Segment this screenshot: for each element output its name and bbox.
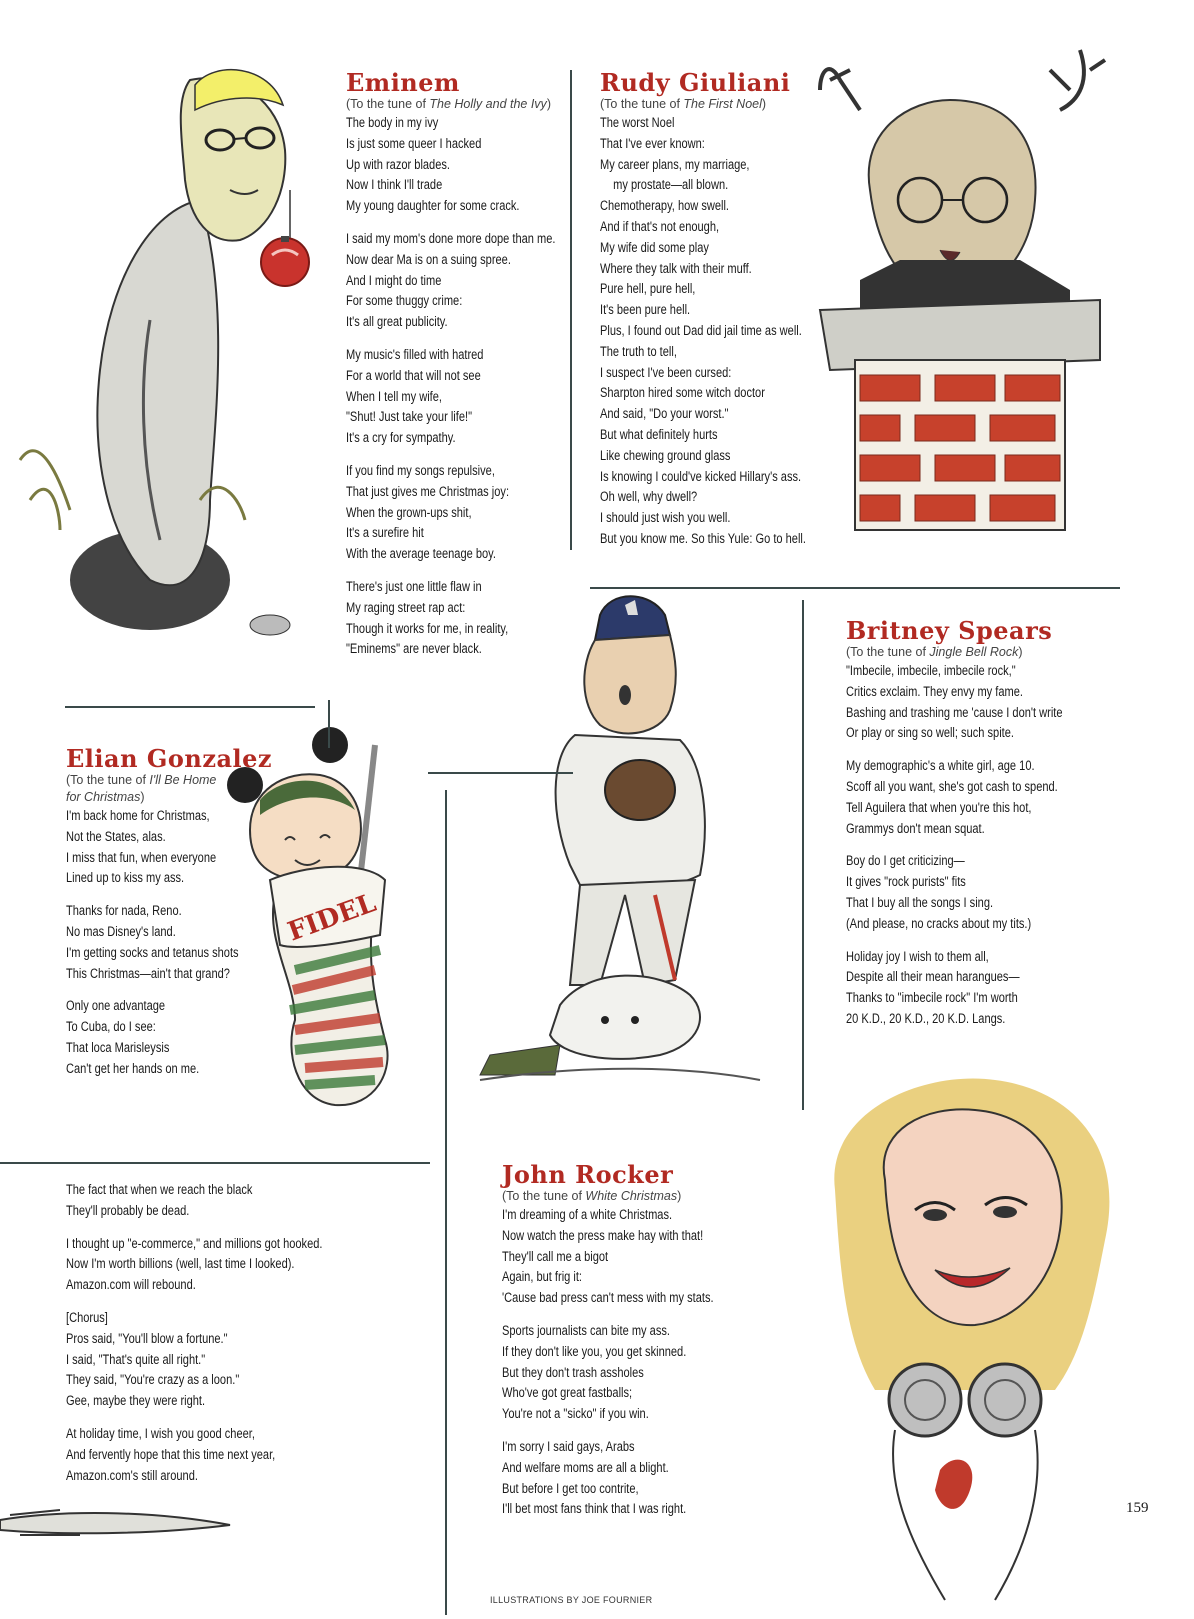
- stanza: [502, 1437, 782, 1520]
- bezos-section: [66, 1180, 416, 1486]
- lyric-line: If you find my songs repulsive,: [346, 462, 495, 478]
- bezos-lyrics: [66, 1180, 416, 1486]
- lyric-line: Critics exclaim. They envy my fame.: [846, 683, 1023, 699]
- lyric-line: They'll call me a bigot: [502, 1248, 609, 1264]
- lyric-line: Plus, I found out Dad did jail time as well.: [600, 322, 802, 338]
- lyric-line: I'm dreaming of a white Christmas.: [502, 1207, 673, 1222]
- giuliani-title: Rudy Giuliani: [600, 68, 791, 97]
- elian-title: Elian Gonzalez: [66, 744, 273, 773]
- lyric-line: Grammys don't mean squat.: [846, 820, 985, 836]
- britney-lyrics: [846, 661, 1126, 1030]
- lyric-line: It's all great publicity.: [346, 314, 448, 330]
- elian-lyrics: [66, 806, 266, 1080]
- lyric-line: Amazon.com will rebound.: [66, 1277, 196, 1293]
- lyric-line: (And please, no cracks about my tits.): [846, 915, 1032, 931]
- giuliani-lyrics: [600, 113, 850, 550]
- stanza: [846, 947, 1126, 1030]
- rocker-illustration: [460, 585, 780, 1095]
- lyric-line: I'm back home for Christmas,: [66, 808, 210, 823]
- lyric-line: Despite all their mean harangues—: [846, 969, 1020, 985]
- lyric-line: Is just some queer I hacked: [346, 135, 482, 151]
- lyric-line: I'm getting socks and tetanus shots: [66, 944, 239, 960]
- lyric-line: But you know me. So this Yule: Go to hell.: [600, 530, 806, 546]
- page-number: 159: [1126, 1500, 1149, 1516]
- lyric-line: "Shut! Just take your life!": [346, 409, 472, 425]
- lyric-line: Again, but frig it:: [502, 1269, 583, 1285]
- lyric-line: Thanks for nada, Reno.: [66, 903, 182, 919]
- divider-rule: [328, 700, 330, 748]
- stanza: [502, 1321, 782, 1425]
- lyric-line: To Cuba, do I see:: [66, 1019, 156, 1035]
- stanza: [346, 577, 576, 660]
- lyric-line: It's a cry for sympathy.: [346, 430, 456, 446]
- elian-section: [66, 744, 273, 1080]
- lyric-line: Though it works for me, in reality,: [346, 620, 509, 636]
- lyric-line: Or play or sing so well; such spite.: [846, 725, 1014, 741]
- lyric-line: For some thuggy crime:: [346, 293, 463, 309]
- lyric-line: This Christmas—ain't that grand?: [66, 965, 230, 981]
- lyric-line: Thanks to "imbecile rock" I'm worth: [846, 990, 1018, 1006]
- divider-rule: [0, 1162, 430, 1164]
- britney-illustration: [805, 1070, 1135, 1610]
- lyric-line: And if that's not enough,: [600, 218, 720, 234]
- stanza: [846, 851, 1126, 934]
- lyric-line: Now I think I'll trade: [346, 177, 443, 193]
- lyric-line: my prostate—all blown.: [613, 177, 729, 193]
- lyric-line: For a world that will not see: [346, 367, 481, 383]
- lyric-line: I miss that fun, when everyone: [66, 849, 217, 865]
- illustration-credit: ILLUSTRATIONS BY JOE FOURNIER: [490, 1595, 653, 1605]
- lyric-line: There's just one little flaw in: [346, 578, 482, 594]
- divider-rule: [428, 772, 573, 774]
- stanza: [66, 1424, 416, 1486]
- lyric-line: You're not a "sicko" if you win.: [502, 1406, 649, 1422]
- lyric-line: It gives "rock purists" fits: [846, 874, 966, 890]
- britney-section: [846, 618, 1126, 1030]
- lyric-line: Bashing and trashing me 'cause I don't write: [846, 704, 1063, 720]
- eminem-tune: (To the tune of The Holly and the Ivy): [346, 97, 551, 111]
- lyric-line: It's a surefire hit: [346, 525, 424, 541]
- stanza: [66, 1234, 416, 1296]
- lyric-line: Only one advantage: [66, 998, 166, 1014]
- lyric-line: I thought up "e-commerce," and millions got hooked.: [66, 1235, 323, 1251]
- stanza: [346, 345, 576, 449]
- lyric-line: But what definitely hurts: [600, 426, 718, 442]
- lyric-line: My demographic's a white girl, age 10.: [846, 758, 1035, 774]
- lyric-line: 20 K.D., 20 K.D., 20 K.D. Langs.: [846, 1010, 1006, 1026]
- lyric-line: And fervently hope that this time next year,: [66, 1446, 276, 1462]
- sketch-illustration: [0, 1490, 240, 1560]
- lyric-line: My raging street rap act:: [346, 599, 466, 615]
- lyric-line: Chemotherapy, how swell.: [600, 198, 730, 214]
- lyric-line: Not the States, alas.: [66, 828, 166, 844]
- lyric-line: My career plans, my marriage,: [600, 156, 750, 172]
- lyric-line: Sports journalists can bite my ass.: [502, 1322, 670, 1338]
- lyric-line: That I've ever known:: [600, 135, 705, 151]
- lyric-line: "Imbecile, imbecile, imbecile rock,": [846, 663, 1016, 678]
- divider-rule: [590, 587, 1120, 589]
- lyric-line: With the average teenage boy.: [346, 546, 496, 562]
- rocker-section: [502, 1162, 782, 1520]
- lyric-line: Now dear Ma is on a suing spree.: [346, 251, 511, 267]
- lyric-line: And said, "Do your worst.": [600, 406, 729, 422]
- lyric-line: Gee, maybe they were right.: [66, 1393, 206, 1409]
- divider-rule: [65, 706, 315, 708]
- stanza: [66, 1308, 416, 1412]
- lyric-line: I suspect I've been cursed:: [600, 364, 732, 380]
- stanza: [346, 461, 576, 565]
- lyric-line: That just gives me Christmas joy:: [346, 483, 510, 499]
- giuliani-section: [600, 70, 850, 550]
- lyric-line: Oh well, why dwell?: [600, 489, 698, 505]
- lyric-line: The fact that when we reach the black: [66, 1182, 253, 1197]
- eminem-section: [346, 70, 576, 660]
- britney-tune: (To the tune of Jingle Bell Rock): [846, 645, 1023, 659]
- lyric-line: Pure hell, pure hell,: [600, 281, 696, 297]
- stocking-label: FIDEL: [283, 888, 381, 948]
- rocker-lyrics: [502, 1205, 782, 1520]
- lyric-line: Where they talk with their muff.: [600, 260, 752, 276]
- lyric-line: Scoff all you want, she's got cash to spend.: [846, 778, 1058, 794]
- lyric-line: The body in my ivy: [346, 115, 439, 130]
- lyric-line: The truth to tell,: [600, 343, 677, 359]
- eminem-title: Eminem: [346, 68, 460, 97]
- lyric-line: When the grown-ups shit,: [346, 504, 472, 520]
- lyric-line: 'Cause bad press can't mess with my stats.: [502, 1290, 714, 1306]
- lyric-line: And I might do time: [346, 272, 442, 288]
- lyric-line: My wife did some play: [600, 239, 709, 255]
- lyric-line: Pros said, "You'll blow a fortune.": [66, 1330, 228, 1346]
- stanza: [66, 1180, 416, 1222]
- lyric-line: If they don't like you, you get skinned.: [502, 1343, 687, 1359]
- lyric-line: The worst Noel: [600, 115, 675, 130]
- lyric-line: When I tell my wife,: [346, 388, 442, 404]
- eminem-illustration: [0, 40, 330, 670]
- lyric-line: It's been pure hell.: [600, 302, 691, 318]
- lyric-line: I said, "That's quite all right.": [66, 1351, 206, 1367]
- eminem-lyrics: [346, 113, 576, 660]
- lyric-line: Now I'm worth billions (well, last time I looked).: [66, 1256, 295, 1272]
- elian-tune-cont: for Christmas): [66, 790, 145, 804]
- lyric-line: I'm sorry I said gays, Arabs: [502, 1438, 635, 1454]
- elian-tune: (To the tune of I'll Be Home: [66, 773, 217, 787]
- stanza: [66, 806, 266, 889]
- lyric-line: My music's filled with hatred: [346, 346, 484, 362]
- rocker-title: John Rocker: [502, 1160, 674, 1189]
- lyric-line: Now watch the press make hay with that!: [502, 1227, 704, 1243]
- lyric-line: [Chorus]: [66, 1309, 108, 1325]
- lyric-line: At holiday time, I wish you good cheer,: [66, 1425, 255, 1441]
- divider-rule: [802, 600, 804, 1110]
- lyric-line: Can't get her hands on me.: [66, 1060, 200, 1076]
- lyric-line: Is knowing I could've kicked Hillary's ass.: [600, 468, 802, 484]
- lyric-line: Tell Aguilera that when you're this hot,: [846, 799, 1032, 815]
- lyric-line: But they don't trash assholes: [502, 1364, 644, 1380]
- lyric-line: That I buy all the songs I sing.: [846, 894, 994, 910]
- lyric-line: Boy do I get criticizing—: [846, 853, 965, 869]
- stanza: [346, 229, 576, 333]
- lyric-line: Up with razor blades.: [346, 156, 450, 172]
- britney-title: Britney Spears: [846, 616, 1053, 645]
- lyric-line: Sharpton hired some witch doctor: [600, 385, 765, 401]
- stanza: [66, 996, 266, 1079]
- stanza: [502, 1205, 782, 1309]
- stanza: [346, 113, 576, 217]
- lyric-line: Amazon.com's still around.: [66, 1467, 198, 1483]
- stanza: [846, 756, 1126, 839]
- giuliani-tune: (To the tune of The First Noel): [600, 97, 767, 111]
- stanza: [66, 901, 266, 984]
- lyric-line: Who've got great fastballs;: [502, 1385, 633, 1401]
- lyric-line: That loca Marisleysis: [66, 1039, 170, 1055]
- lyric-line: My young daughter for some crack.: [346, 198, 520, 214]
- lyric-line: And welfare moms are all a blight.: [502, 1459, 669, 1475]
- stanza: [600, 113, 850, 550]
- lyric-line: Like chewing ground glass: [600, 447, 731, 463]
- lyric-line: They said, "You're crazy as a loon.": [66, 1372, 240, 1388]
- lyric-line: But before I get too contrite,: [502, 1480, 639, 1496]
- lyric-line: I should just wish you well.: [600, 510, 731, 526]
- lyric-line: I'll bet most fans think that I was right.: [502, 1501, 687, 1517]
- divider-rule: [445, 790, 447, 1615]
- lyric-line: No mas Disney's land.: [66, 923, 176, 939]
- stanza: [846, 661, 1126, 744]
- rocker-tune: (To the tune of White Christmas): [502, 1189, 682, 1203]
- lyric-line: Lined up to kiss my ass.: [66, 870, 185, 886]
- lyric-line: Holiday joy I wish to them all,: [846, 948, 989, 964]
- lyric-line: "Eminems" are never black.: [346, 641, 482, 657]
- lyric-line: I said my mom's done more dope than me.: [346, 230, 556, 246]
- lyric-line: They'll probably be dead.: [66, 1202, 190, 1218]
